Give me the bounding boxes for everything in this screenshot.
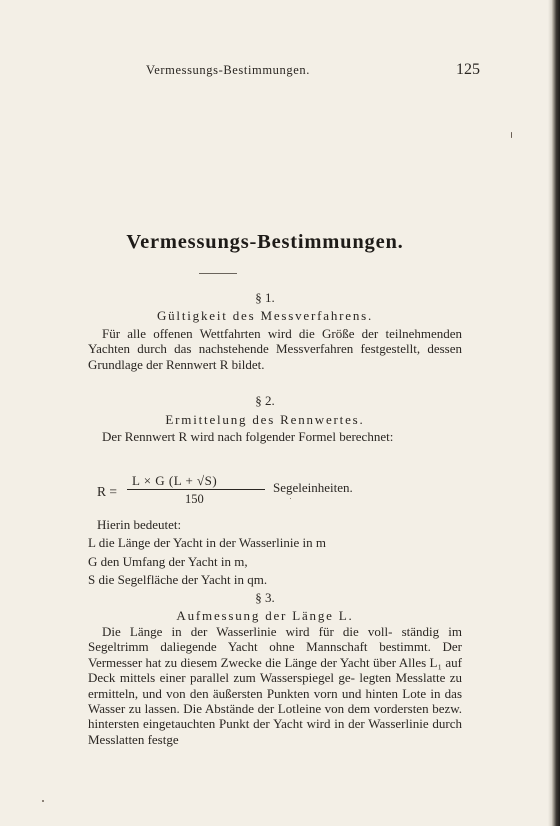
formula-unit: Segeleinheiten. bbox=[273, 480, 353, 495]
page-number: 125 bbox=[456, 61, 480, 78]
text-line: Punkten vorn und hinten Lote in das Wasser zu bbox=[88, 685, 463, 717]
text-line: berechnet: bbox=[339, 429, 394, 444]
rennwert-formula bbox=[97, 473, 417, 513]
section-2-mark: § 2. bbox=[255, 393, 275, 408]
text-line: legten Messlatte zu ermitteln, und von den äußersten bbox=[88, 670, 463, 701]
definition-item: L die Länge der Yacht in der Wasserlinie in m bbox=[88, 535, 326, 550]
text-line: Für alle offenen Wettfahrten wird die Größe der bbox=[102, 326, 379, 341]
title-divider bbox=[199, 273, 237, 274]
section-2-body bbox=[88, 429, 462, 444]
definitions-intro: Hierin bedeutet: bbox=[97, 517, 182, 532]
section-3-body bbox=[88, 624, 462, 747]
text-line: Rennwert R bildet. bbox=[165, 356, 265, 372]
text-line: Die Länge in der Wasserlinie wird für die voll- bbox=[102, 624, 393, 639]
fraction-bar bbox=[127, 489, 265, 490]
text-line: ständig im Segeltrimm daliegende Yacht ohne bbox=[88, 624, 462, 655]
definition-item: G den Umfang der Yacht in m, bbox=[88, 554, 248, 569]
paper-speck bbox=[42, 800, 44, 802]
text-line: teilnehmenden Yachten durch das nachstehende bbox=[88, 326, 462, 357]
definition-item: S die Segelfläche der Yacht in qm. bbox=[88, 572, 268, 587]
section-1-heading: Gültigkeit des Messverfahrens. bbox=[156, 308, 374, 323]
chapter-title: Vermessungs-Bestimmungen. bbox=[126, 231, 404, 253]
formula-denominator: 150 bbox=[185, 492, 204, 506]
text-line: Mannschaft bestimmt. Der Vermesser hat zu diesem bbox=[88, 639, 462, 670]
section-1-body bbox=[88, 326, 462, 372]
text-line: Deck mittels einer parallel zum Wasserspiegel ge- bbox=[88, 670, 355, 686]
paper-speck bbox=[511, 132, 512, 138]
text-line: Zwecke die Länge der Yacht über Alles L₁ auf bbox=[220, 654, 462, 670]
section-3-heading: Aufmessung der Länge L. bbox=[176, 608, 354, 623]
text-line: Der Rennwert R wird nach folgender Formel bbox=[102, 429, 336, 444]
text-line: bezw. hintersten eingetauchten Punkt der Yacht bbox=[88, 701, 463, 732]
text-line: wird in der Wasserlinie durch Messlatten festge bbox=[88, 716, 462, 747]
running-title: Vermessungs-Bestimmungen. bbox=[146, 63, 310, 77]
paragraph bbox=[88, 429, 462, 444]
text-line: Messverfahren festgestellt, dessen Grundlage der bbox=[88, 341, 462, 372]
section-1-mark: § 1. bbox=[255, 290, 275, 305]
paper-speck bbox=[290, 498, 291, 499]
text-line: lassen. Die Abstände der Lotleine von dem vordersten bbox=[144, 701, 429, 717]
book-spine-edge bbox=[552, 0, 560, 826]
formula-numerator: L × G (L + √S) bbox=[132, 473, 218, 488]
section-2-heading: Ermittelung des Rennwertes. bbox=[165, 412, 365, 427]
formula-lhs: R = bbox=[97, 484, 117, 499]
paragraph bbox=[88, 624, 462, 747]
section-3-mark: § 3. bbox=[255, 590, 275, 605]
paragraph bbox=[88, 326, 462, 372]
running-header bbox=[88, 63, 480, 81]
